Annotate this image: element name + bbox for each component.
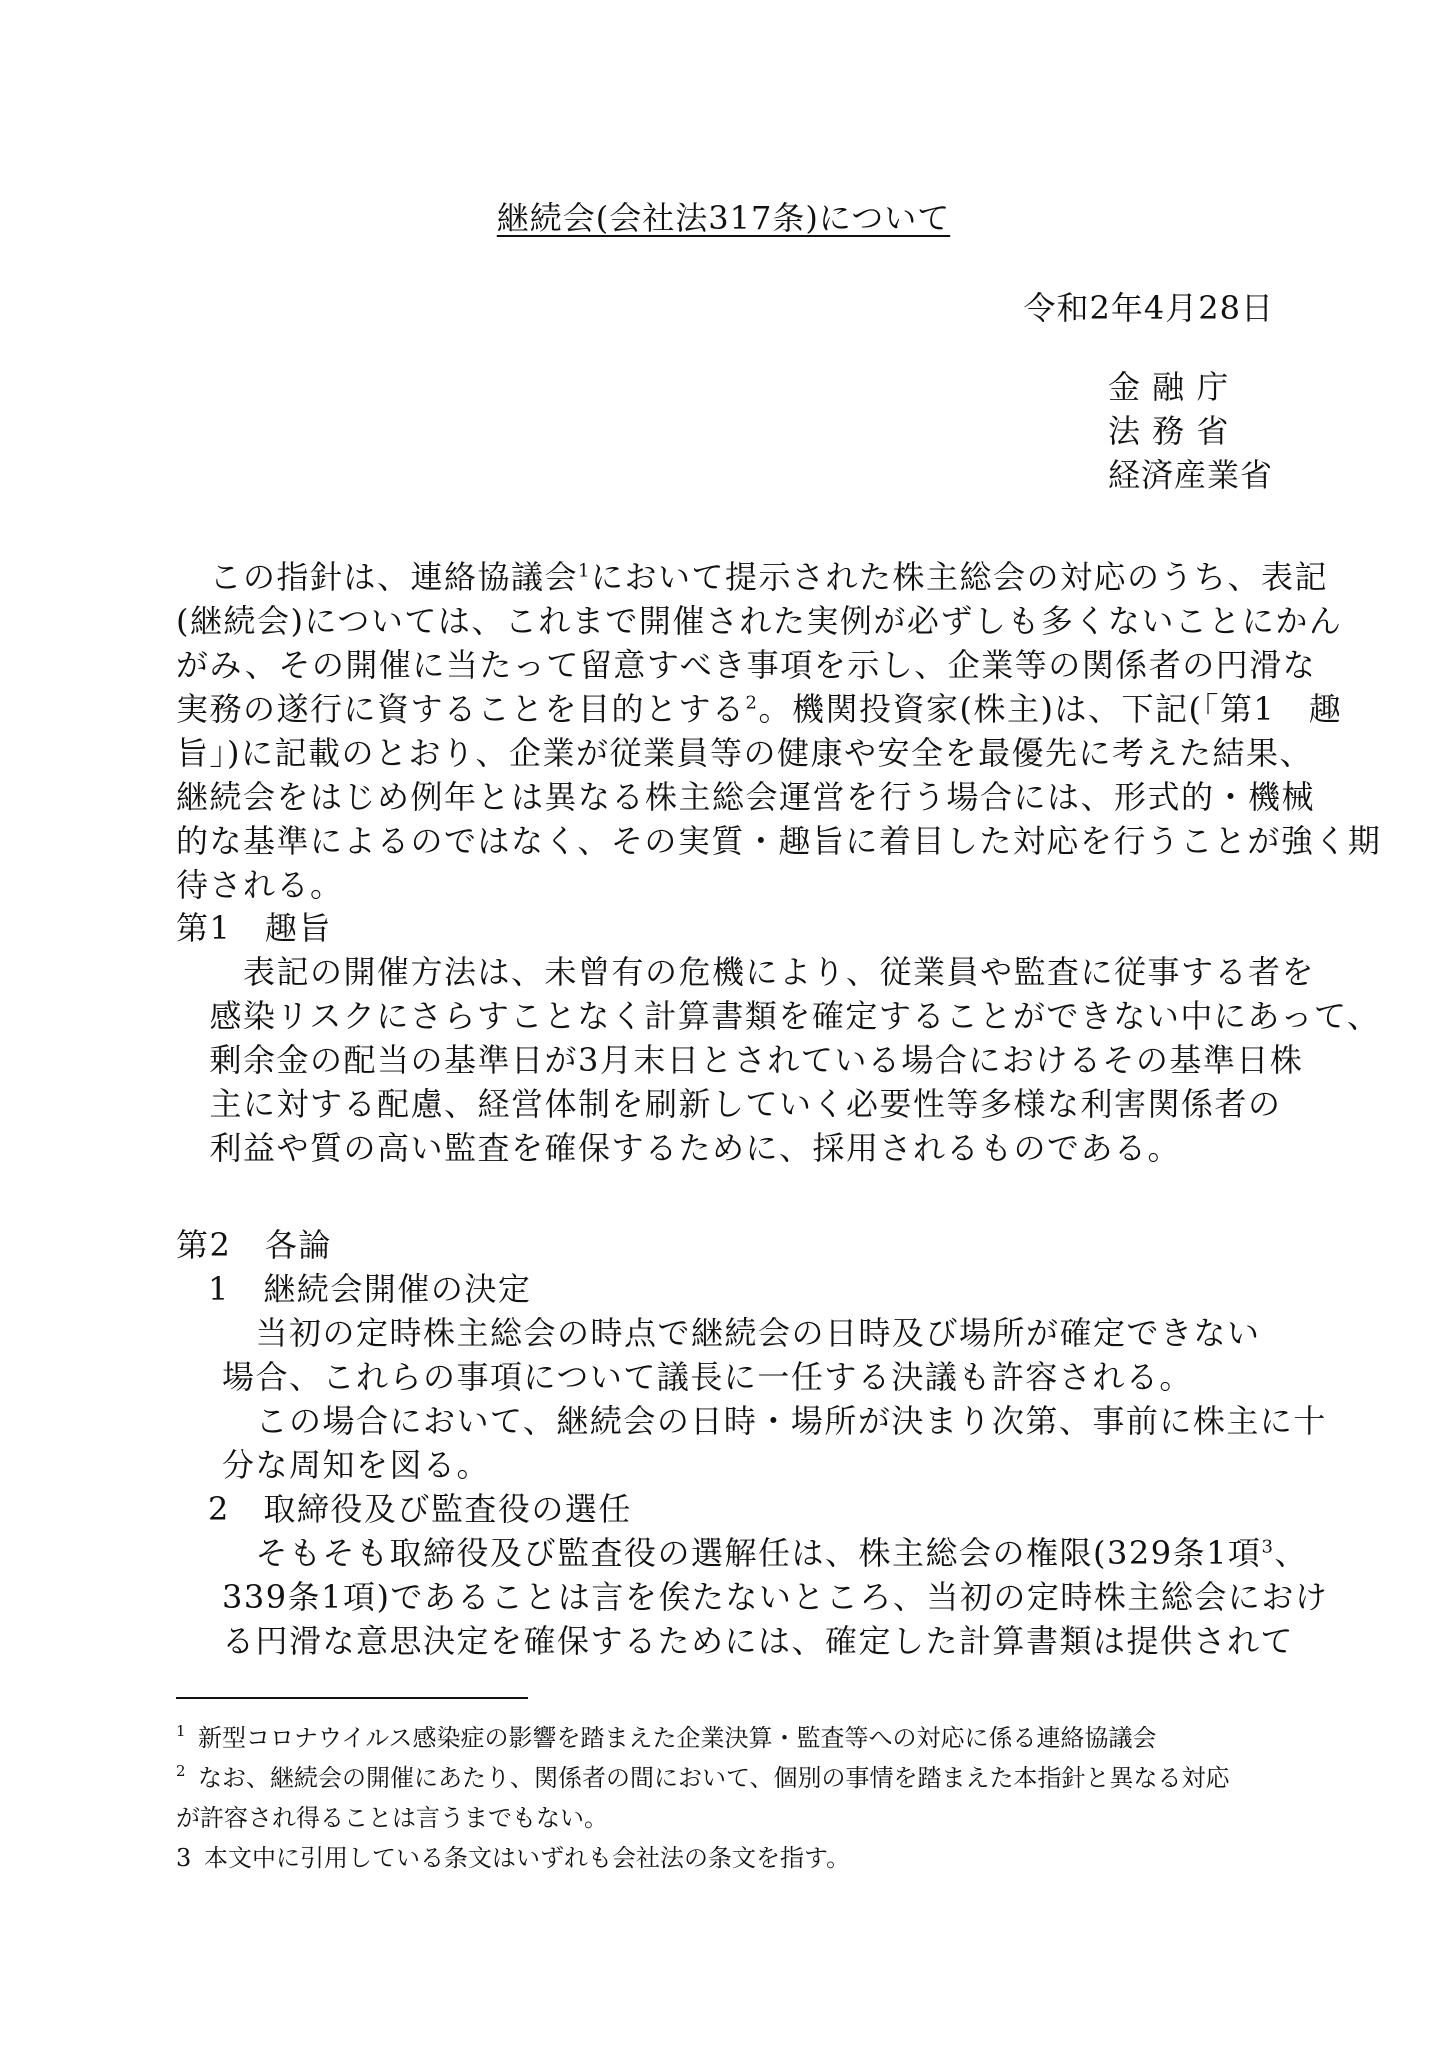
footnote-mark: 2 bbox=[176, 1762, 186, 1780]
issuer-fsa: 金 融 庁 bbox=[1108, 368, 1230, 406]
footnote-mark: 1 bbox=[176, 1722, 186, 1740]
footnote-2-continued bbox=[176, 1798, 1296, 1838]
section1-line: 剰余金の配当の基準日が3月末日とされている場合におけるその基準日株 bbox=[176, 1041, 1304, 1079]
intro-paragraph bbox=[176, 555, 1382, 907]
footnote-mark: 3 bbox=[176, 1844, 192, 1872]
intro-line: この指針は、連絡協議会$^1$において提示された株主総会の対応のうち、表記 bbox=[176, 558, 1328, 596]
footnote-ref-1: 1 bbox=[578, 560, 591, 582]
footnote-text: が許容され得ることは言うまでもない。 bbox=[176, 1804, 608, 1832]
section1-line: 表記の開催方法は、未曾有の危機により、従業員や監査に従事する者を bbox=[176, 953, 1316, 991]
footnote-2 bbox=[176, 1758, 1296, 1798]
intro-line: (継続会)については、これまで開催された実例が必ずしも多くないことにかん bbox=[176, 602, 1343, 640]
footnote-text: 新型コロナウイルス感染症の影響を踏まえた企業決算・監査等への対応に係る連絡協議会 bbox=[198, 1724, 1157, 1752]
section1-heading: 第1 趣旨 bbox=[176, 909, 332, 947]
section1-line: 主に対する配慮、経営体制を刷新していく必要性等多様な利害関係者の bbox=[176, 1085, 1282, 1123]
subsection2-line: そもそも取締役及び監査役の選解任は、株主総会の権限(329条1項$^3$、 bbox=[222, 1534, 1308, 1572]
subsection1-line: 分な周知を図る。 bbox=[222, 1446, 491, 1484]
subsection2-line: る円滑な意思決定を確保するためには、確定した計算書類は提供されて bbox=[222, 1622, 1295, 1660]
subsection2-line: 339条1項)であることは言を俟たないところ、当初の定時株主総会におけ bbox=[222, 1578, 1329, 1616]
footnote-ref-3: 3 bbox=[1261, 1536, 1275, 1558]
section1-body bbox=[176, 950, 1381, 1170]
subsection2-heading: 2 取締役及び監査役の選任 bbox=[208, 1490, 632, 1528]
document-date: 令和2年4月28日 bbox=[1023, 289, 1274, 327]
section1-line: 利益や質の高い監査を確保するために、採用されるものである。 bbox=[176, 1129, 1182, 1167]
intro-line: がみ、その開催に当たって留意すべき事項を示し、企業等の関係者の円滑な bbox=[176, 646, 1317, 684]
subsection1-heading: 1 継続会開催の決定 bbox=[208, 1270, 532, 1308]
footnotes bbox=[176, 1718, 1296, 1878]
footnote-1 bbox=[176, 1718, 1296, 1758]
intro-line: 待される。 bbox=[176, 866, 344, 904]
intro-line: 実務の遂行に資することを目的とする$^2$。機関投資家(株主)は、下記(「第1 趣 bbox=[176, 690, 1343, 728]
issuer-block bbox=[1108, 365, 1273, 497]
document-title-text: 継続会(会社法317条)について bbox=[496, 199, 951, 237]
issuer-moj: 法 務 省 bbox=[1108, 412, 1230, 450]
intro-line: 旨」)に記載のとおり、企業が従業員等の健康や安全を最優先に考えた結果、 bbox=[176, 734, 1313, 772]
issuer-meti: 経済産業省 bbox=[1108, 456, 1274, 494]
footnote-text: なお、継続会の開催にあたり、関係者の間において、個別の事情を踏まえた本指針と異なる対応 bbox=[198, 1764, 1230, 1792]
section2-heading: 第2 各論 bbox=[176, 1226, 332, 1264]
footnote-3 bbox=[176, 1838, 1296, 1878]
subsection1-line: 場合、これらの事項について議長に一任する決議も許容される。 bbox=[222, 1358, 1193, 1396]
intro-line: 的な基準によるのではなく、その実質・趣旨に着目した対応を行うことが強く期 bbox=[176, 822, 1382, 860]
footnote-text: 本文中に引用している条文はいずれも会社法の条文を指す。 bbox=[204, 1844, 851, 1872]
footnote-ref-2: 2 bbox=[745, 692, 759, 714]
subsection1-line: 当初の定時株主総会の時点で継続会の日時及び場所が確定できない bbox=[222, 1314, 1261, 1352]
subsection2-body bbox=[222, 1531, 1329, 1663]
footnote-divider bbox=[176, 1697, 528, 1699]
intro-line: 継続会をはじめ例年とは異なる株主総会運営を行う場合には、形式的・機械 bbox=[176, 778, 1316, 816]
subsection1-body bbox=[222, 1311, 1327, 1487]
subsection1-line: この場合において、継続会の日時・場所が決まり次第、事前に株主に十 bbox=[222, 1402, 1327, 1440]
document-title bbox=[0, 196, 1447, 240]
section1-line: 感染リスクにさらすことなく計算書類を確定することができない中にあって、 bbox=[176, 997, 1381, 1035]
